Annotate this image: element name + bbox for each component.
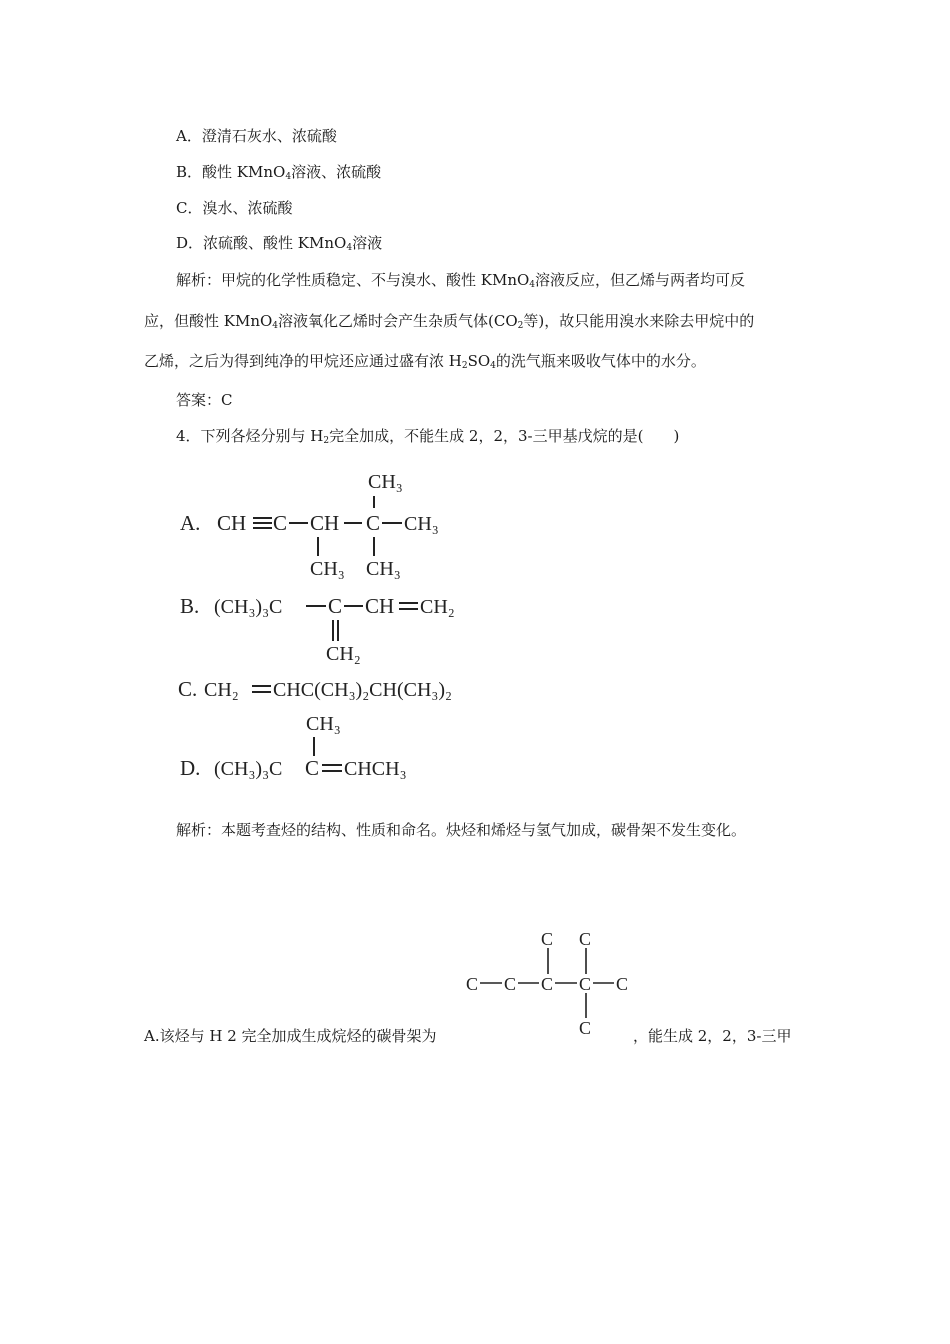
option-b: B．酸性 KMnO$_4$溶液、浓硫酸 xyxy=(176,163,382,182)
skeleton-atom: C xyxy=(579,974,592,994)
skeleton-atom: C xyxy=(616,974,629,994)
formula-b-c: C xyxy=(328,594,343,618)
option-d: D．浓硫酸、酸性 KMnO$_4$溶液 xyxy=(176,234,383,253)
analysis-2: 解析：本题考查烃的结构、性质和命名。炔烃和烯烃与氢气加成，碳骨架不发生变化。 xyxy=(176,821,747,839)
formula-b-ch: CH xyxy=(365,594,395,618)
formula-d-rest: CHCH₃ xyxy=(344,758,407,780)
formula-a-c3: C xyxy=(366,511,381,535)
skeleton-atom: C xyxy=(579,1018,592,1038)
skeleton-atom: C xyxy=(541,929,554,949)
formula-a-c: C xyxy=(273,511,288,535)
formula-a-top-ch3: CH₃ xyxy=(368,471,403,493)
formula-a-right-ch3: CH₃ xyxy=(404,513,439,535)
formula-b-main: (CH₃)₃C xyxy=(214,596,283,618)
formula-b-label: B. xyxy=(180,594,200,618)
formula-d-top-ch3: CH₃ xyxy=(306,713,341,735)
formula-c-label: C. xyxy=(178,677,198,701)
formula-b-ch2-right: CH₂ xyxy=(420,596,455,618)
answer: 答案：C xyxy=(176,391,233,409)
question-4: 4．下列各烃分别与 $H_2$完全加成，不能生成 2，2，3-三甲基戊烷的是( ) xyxy=(176,427,680,446)
analysis-line-1: 解析：甲烷的化学性质稳定、不与溴水、酸性 KMnO$_4$溶液反应，但乙烯与两者均可反 xyxy=(176,271,746,290)
formula-c-rest: CHC(CH₃)₂CH(CH₃)₂ xyxy=(273,679,453,701)
formula-b-ch2-bottom: CH₂ xyxy=(326,643,361,665)
formula-a-label: A. xyxy=(180,511,201,535)
formula-a-ch: CH xyxy=(217,511,247,535)
option-c: C．溴水、浓硫酸 xyxy=(176,199,293,217)
formula-a-bottom-ch3-1: CH₃ xyxy=(310,558,345,580)
formula-d-label: D. xyxy=(180,756,201,780)
skeleton-atom: C xyxy=(579,929,592,949)
analysis-line-3: 乙烯，之后为得到纯净的甲烷还应通过盛有浓 $H_2SO_4$的洗气瓶来吸收气体中的水分。 xyxy=(144,352,706,371)
skeleton-atom: C xyxy=(466,974,479,994)
final-line-part-1: A.该烃与 H 2 完全加成生成烷烃的碳骨架为 xyxy=(144,1027,437,1045)
skeleton-atom: C xyxy=(541,974,554,994)
formula-a-bottom-ch3-2: CH₃ xyxy=(366,558,401,580)
formula-a-ch-2: CH xyxy=(310,511,340,535)
skeleton-atom: C xyxy=(504,974,517,994)
option-a: A．澄清石灰水、浓硫酸 xyxy=(176,127,337,145)
final-line-part-2: ，能生成 2，2，3-三甲 xyxy=(633,1027,792,1045)
formula-d-c: C xyxy=(305,756,320,780)
analysis-line-2: 应，但酸性 KMnO$_4$溶液氧化乙烯时会产生杂质气体($CO_2$等)，故只能用溴水来除去甲烷中的 xyxy=(144,312,755,331)
formula-c-ch2: CH₂ xyxy=(204,679,239,701)
formula-d-main: (CH₃)₃C xyxy=(214,758,283,780)
